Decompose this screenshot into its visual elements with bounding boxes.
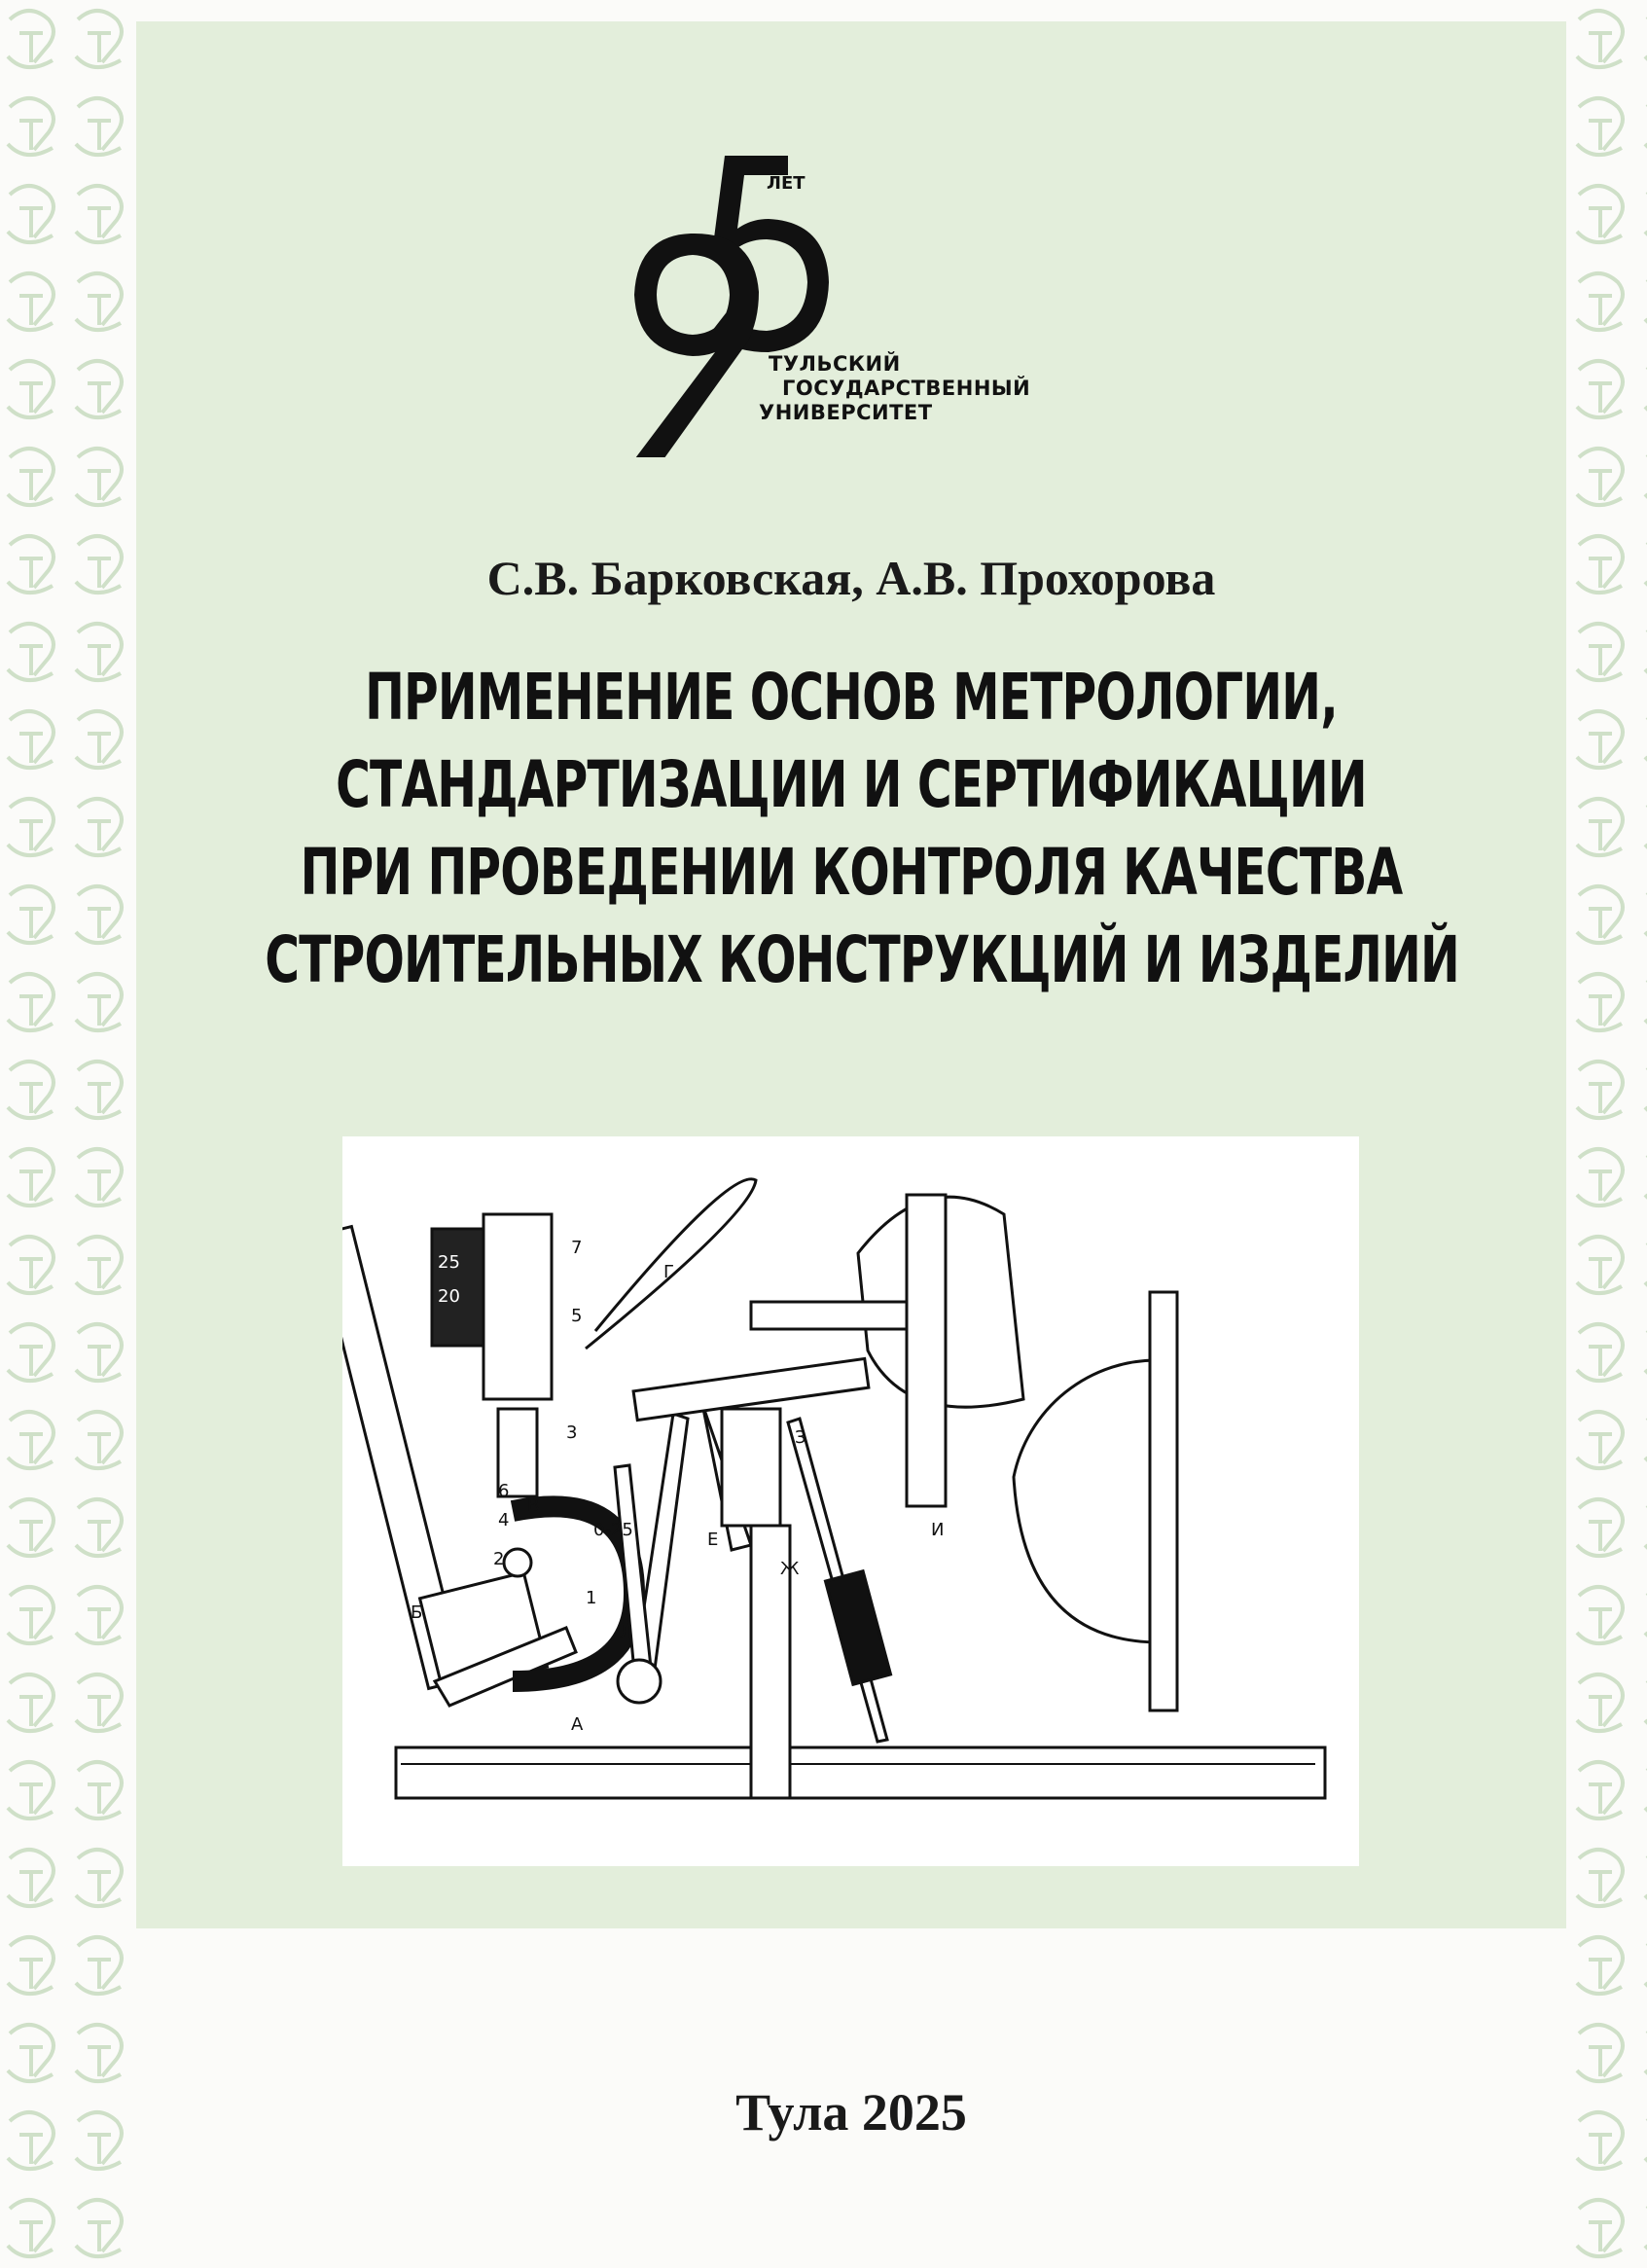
authors: С.В. Барковская, А.В. Прохорова: [486, 551, 1216, 605]
label-a: А: [571, 1714, 584, 1735]
label-zh: Ж: [780, 1559, 800, 1579]
label-1: 1: [586, 1588, 597, 1608]
label-range: 0-25: [593, 1520, 633, 1540]
label-i: И: [931, 1520, 945, 1540]
label-z: З: [795, 1427, 806, 1448]
decorative-pattern-right: [1569, 0, 1647, 2268]
years-label: ЛЕТ: [767, 173, 806, 194]
label-b: Б: [411, 1602, 423, 1623]
label-l: Л: [620, 1622, 633, 1642]
label-e: Е: [707, 1530, 719, 1550]
university-name: [759, 352, 1070, 425]
label-7: 7: [571, 1238, 583, 1258]
title-line-2: СТАНДАРТИЗАЦИИ И СЕРТИФИКАЦИИ: [336, 747, 1367, 822]
city-year: Тула 2025: [735, 2083, 967, 2142]
university-name-line2: ГОСУДАРСТВЕННЫЙ: [782, 377, 1031, 400]
university-name-line3: УНИВЕРСИТЕТ: [759, 401, 933, 424]
book-title: [265, 654, 1459, 1004]
title-line-4: СТРОИТЕЛЬНЫХ КОНСТРУКЦИЙ И ИЗДЕЛИЙ: [265, 922, 1459, 997]
label-6: 6: [498, 1481, 510, 1501]
label-g: Г: [663, 1262, 674, 1282]
steel-ruler: [396, 1747, 1325, 1798]
decorative-pattern-left: [0, 0, 136, 2268]
title-line-3: ПРИ ПРОВЕДЕНИИ КОНТРОЛЯ КАЧЕСТВА: [300, 835, 1403, 910]
instruments-drawing: [342, 1136, 1359, 1866]
title-line-1: ПРИМЕНЕНИЕ ОСНОВ МЕТРОЛОГИИ,: [365, 660, 1338, 735]
scriber: [788, 1419, 891, 1742]
university-name-line1: ТУЛЬСКИЙ: [769, 352, 901, 376]
label-v: В: [527, 1495, 540, 1516]
label-2: 2: [493, 1549, 505, 1569]
measuring-instruments-illustration: [342, 1136, 1359, 1866]
label-scale-20: 20: [438, 1286, 460, 1307]
university-anniversary-logo: [623, 136, 1090, 457]
label-scale-25: 25: [438, 1252, 460, 1273]
label-5: 5: [571, 1306, 583, 1326]
dividers: [615, 1414, 688, 1703]
label-3: 3: [566, 1422, 578, 1443]
label-4: 4: [498, 1510, 510, 1530]
